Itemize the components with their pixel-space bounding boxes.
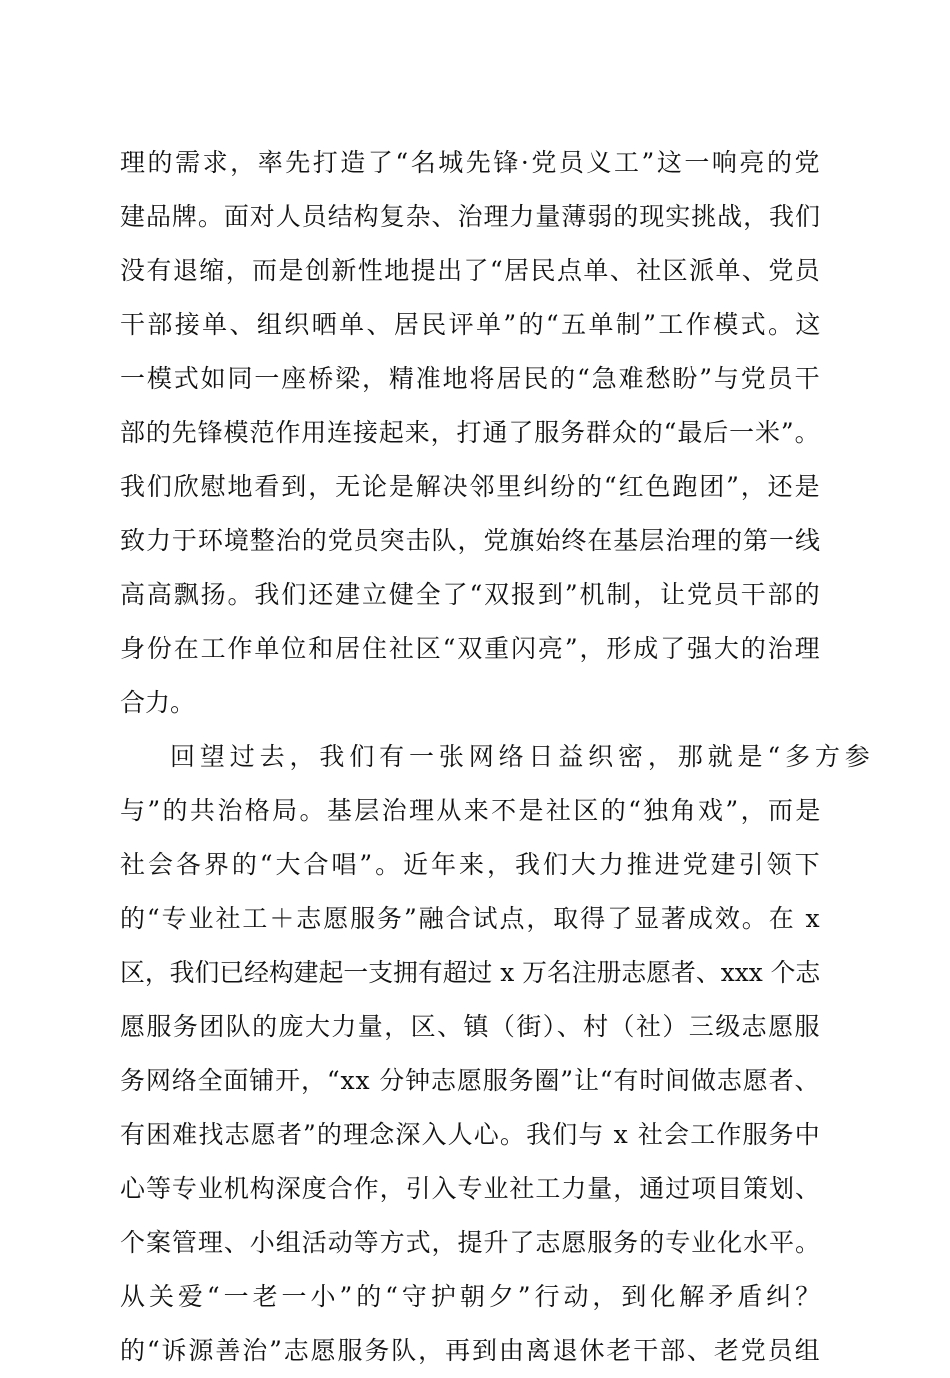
text-line: [120, 460, 820, 514]
text-line: [120, 622, 820, 676]
text-line-content: 部的先锋模范作用连接起来，打通了服务群众的“最后一米”。: [120, 418, 821, 447]
text-line: [120, 1270, 825, 1324]
text-line: [120, 514, 820, 568]
text-line-content: 的“专业社工＋志愿服务”融合试点，取得了显著成效。在 x: [120, 904, 822, 933]
text-line-content: 干部接单、组织晒单、居民评单”的“五单制”工作模式。这: [120, 310, 823, 339]
text-line: [120, 406, 820, 460]
text-line-content: 愿服务团队的庞大力量，区、镇（街）、村（社）三级志愿服: [120, 1012, 821, 1041]
text-line: [120, 1324, 820, 1378]
text-line-content: 心等专业机构深度合作，引入专业社工力量，通过项目策划、: [120, 1174, 821, 1203]
text-line: [120, 244, 820, 298]
body-text: [120, 136, 875, 1378]
text-line: [120, 1000, 820, 1054]
text-line-content: 理的需求，率先打造了“名城先锋·党员义工”这一响亮的党: [120, 148, 823, 177]
text-line-content: 有困难找志愿者”的理念深入人心。我们与 x 社会工作服务中: [120, 1120, 821, 1149]
text-line: [120, 1162, 820, 1216]
text-line-content: 建品牌。面对人员结构复杂、治理力量薄弱的现实挑战，我们: [120, 202, 821, 231]
text-line: [120, 190, 820, 244]
text-line: [120, 1216, 820, 1270]
text-line-content: 的“诉源善治”志愿服务队，再到由离退休老干部、老党员组: [120, 1336, 822, 1365]
text-line-content: 身份在工作单位和居住社区“双重闪亮”，形成了强大的治理: [120, 634, 822, 663]
text-line-content: 合力。: [120, 688, 196, 717]
text-line: [120, 568, 820, 622]
text-line: [120, 1054, 820, 1108]
text-line-content: 没有退缩，而是创新性地提出了“居民点单、社区派单、党员: [120, 256, 822, 285]
text-line: [120, 946, 820, 1000]
text-line-content: 从关爱“一老一小”的“守护朝夕”行动，到化解矛盾纠？: [120, 1282, 825, 1311]
text-line: [120, 730, 875, 784]
text-line-content: 我们欣慰地看到，无论是解决邻里纠纷的“红色跑团”，还是: [120, 472, 822, 501]
text-line: [120, 892, 820, 946]
text-line: [120, 1108, 820, 1162]
text-line: [120, 136, 823, 190]
text-line-content: 区，我们已经构建起一支拥有超过 x 万名注册志愿者、xxx 个志: [120, 958, 821, 987]
text-line: [120, 676, 820, 730]
text-line-content: 回望过去，我们有一张网络日益织密，那就是“多方参: [170, 742, 875, 771]
text-line-content: 高高飘扬。我们还建立健全了“双报到”机制，让党员干部的: [120, 580, 822, 609]
text-line-content: 务网络全面铺开，“xx 分钟志愿服务圈”让“有时间做志愿者、: [120, 1066, 821, 1095]
text-line-content: 个案管理、小组活动等方式，提升了志愿服务的专业化水平。: [120, 1228, 821, 1257]
text-line-content: 一模式如同一座桥梁，精准地将居民的“急难愁盼”与党员干: [120, 364, 822, 393]
text-line-content: 与”的共治格局。基层治理从来不是社区的“独角戏”，而是: [120, 796, 823, 825]
text-line-content: 致力于环境整治的党员突击队，党旗始终在基层治理的第一线: [120, 526, 821, 555]
text-line: [120, 838, 823, 892]
text-line: [120, 352, 820, 406]
text-line: [120, 784, 823, 838]
text-line: [120, 298, 823, 352]
text-line-content: 社会各界的“大合唱”。近年来，我们大力推进党建引领下: [120, 850, 823, 879]
